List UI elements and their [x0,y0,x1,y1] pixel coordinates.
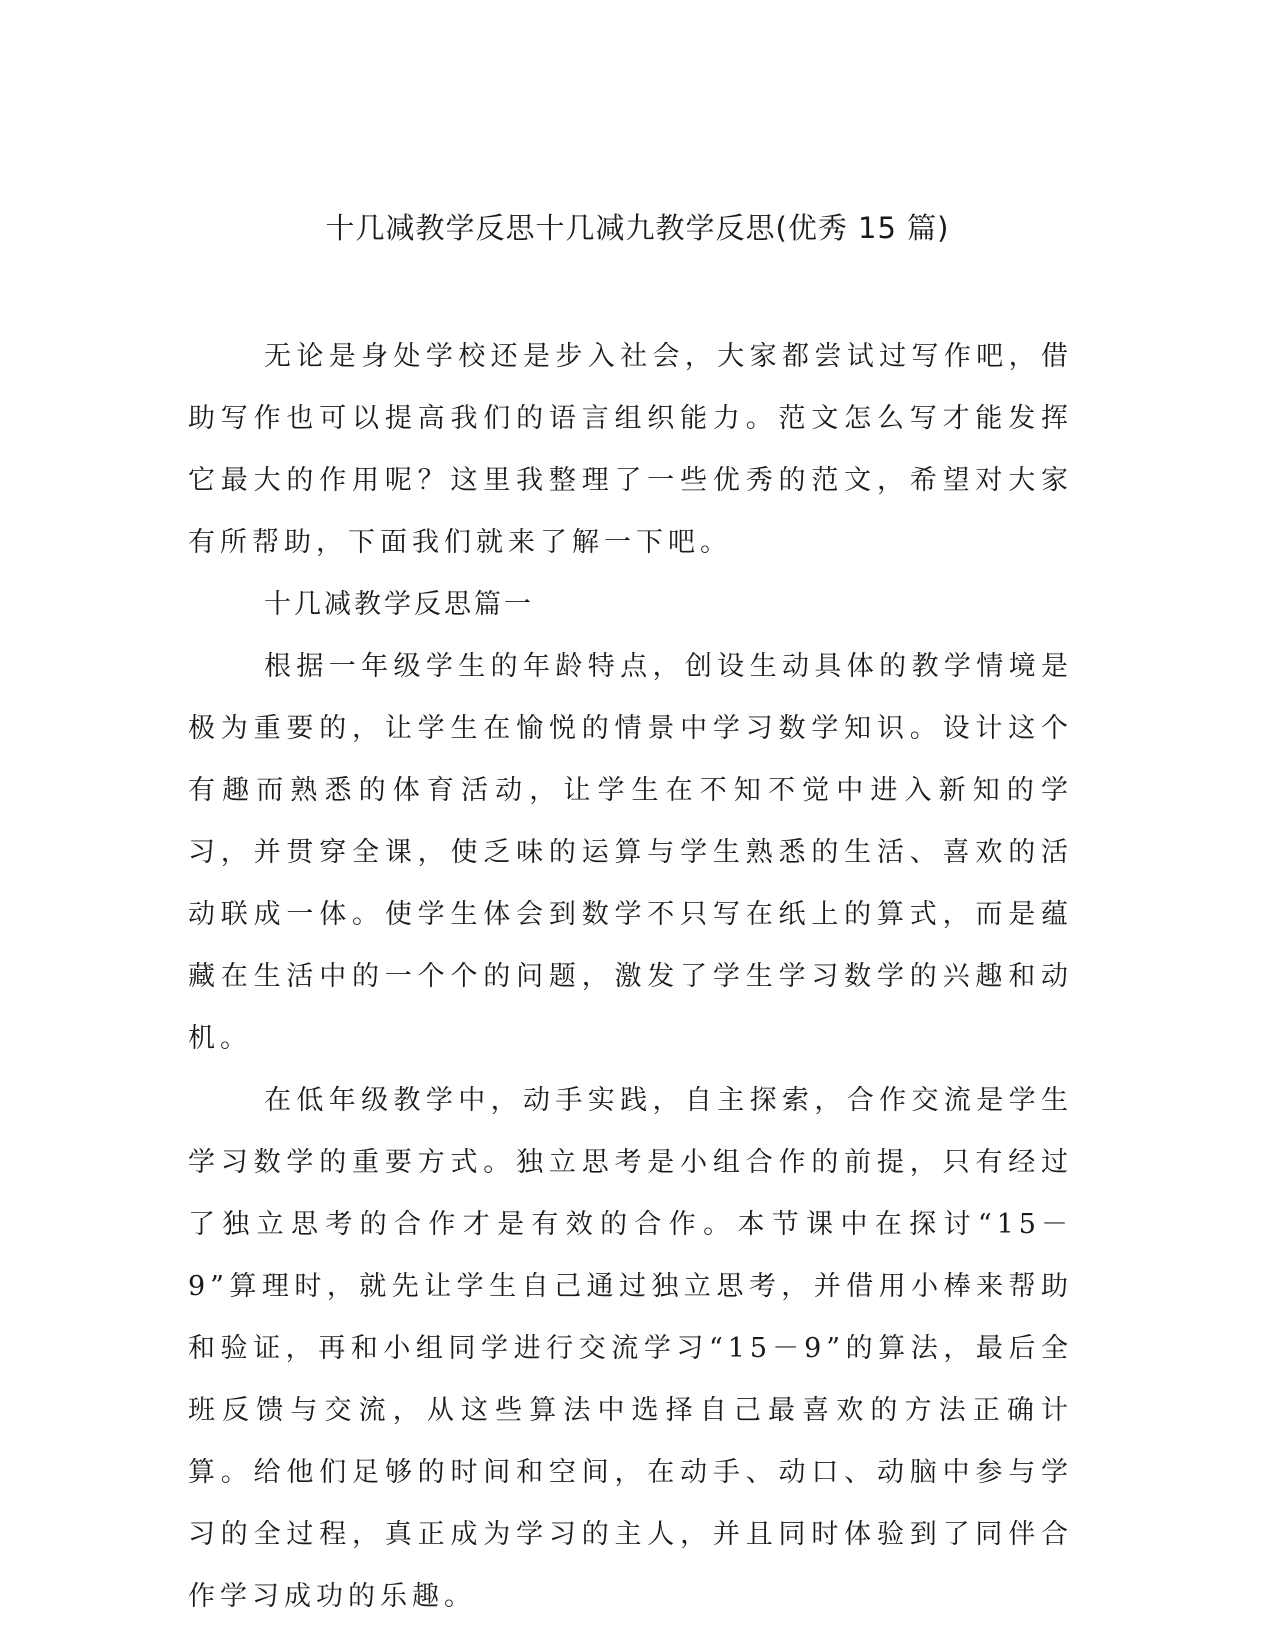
section-heading: 十几减教学反思篇一 [264,589,534,620]
document-body [188,326,1073,1628]
intro-paragraph: 无论是身处学校还是步入社会，大家都尝试过写作吧，借助写作也可以提高我们的语言组织能力。范文怎么写才能发挥它最大的作用呢？这里我整理了一些优秀的范文，希望对大家有所帮助，下面我们就来了解一下吧。 [188,341,1073,558]
body-paragraph: 根据一年级学生的年龄特点，创设生动具体的教学情境是极为重要的，让学生在愉悦的情景中学习数学知识。设计这个有趣而熟悉的体育活动，让学生在不知不觉中进入新知的学习，并贯穿全课，使乏味的运算与学生熟悉的生活、喜欢的活动联成一体。使学生体会到数学不只写在纸上的算式，而是蕴藏在生活中的一个个的问题，激发了学生学习数学的兴趣和动机。 [188,651,1073,1054]
body-paragraph: 在低年级教学中，动手实践，自主探索，合作交流是学生学习数学的重要方式。独立思考是小组合作的前提，只有经过了独立思考的合作才是有效的合作。本节课中在探讨“15－9”算理时，就先让学生自己通过独立思考，并借用小棒来帮助和验证，再和小组同学进行交流学习“15－9”的算法，最后全班反馈与交流，从这些算法中选择自己最喜欢的方法正确计算。给他们足够的时间和空间，在动手、动口、动脑中参与学习的全过程，真正成为学习的主人，并且同时体验到了同伴合作学习成功的乐趣。 [188,1085,1073,1612]
document-title: 十几减教学反思十几减九教学反思(优秀 15 篇) [325,211,950,245]
